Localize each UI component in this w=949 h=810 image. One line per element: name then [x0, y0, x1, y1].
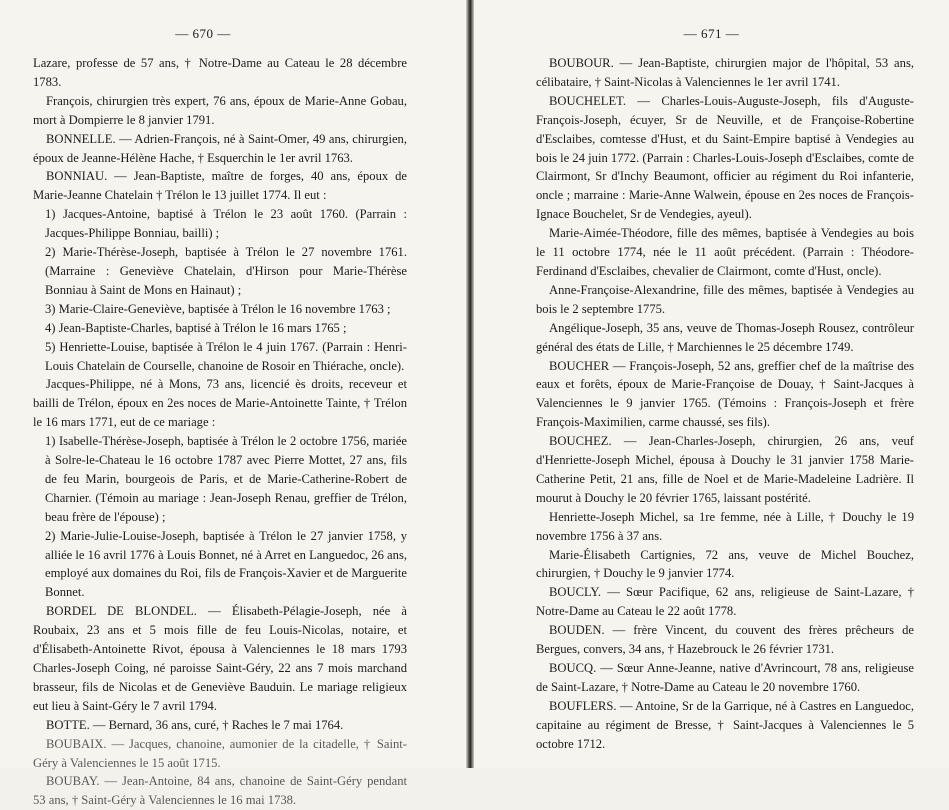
- list-item: 3) Marie-Claire-Geneviève, baptisée à Trélon le 16 novembre 1763 ;: [45, 301, 391, 316]
- paragraph: BOUCHER — François-Joseph, 52 ans, greffier chef de la maîtrise des eaux et forêts, époux de Marie-Françoise de Douay, † Saint-Jacques à Valenciennes le 9 janvier 1765. (Témoins : François-Joseph et frère François-Maximilien, carme chaussé, ses fils).: [536, 358, 914, 430]
- paragraph: Angélique-Joseph, 35 ans, veuve de Thomas-Joseph Rousez, contrôleur général des états de Lille, † Marchiennes le 25 décembre 1749.: [536, 320, 914, 354]
- paragraph: Anne-Françoise-Alexandrine, fille des mêmes, baptisée à Vendegies au bois le 2 septembre 1775.: [536, 282, 914, 316]
- book-gutter: [466, 0, 474, 768]
- paragraph: BONNIAU. — Jean-Baptiste, maître de forges, 40 ans, époux de Marie-Jeanne Chatelain † Trélon le 13 juillet 1774. Il eut :: [33, 169, 407, 203]
- page-number: — 671 —: [683, 26, 740, 41]
- paragraph: BOUCLY. — Sœur Pacifique, 62 ans, religieuse de Saint-Lazare, † Notre-Dame au Cateau le 22 août 1778.: [536, 585, 914, 619]
- paragraph: François, chirurgien très expert, 76 ans, époux de Marie-Anne Gobau, mort à Dompierre le 8 janvier 1791.: [33, 93, 407, 127]
- paragraph: Jacques-Philippe, né à Mons, 73 ans, licencié ès droits, receveur et bailli de Trélon, époux en 2es noces de Marie-Antoinette Tainte, † Trélon le 16 mars 1771, eut de ce mariage :: [33, 377, 407, 430]
- list-item: 2) Marie-Julie-Louise-Joseph, baptisée à Trélon le 27 janvier 1758, y alliée le 16 avril 1776 à Louis Bonnet, né à Arret en Languedoc, 26 ans, employé aux domaines du Roi, fils de François-Xavier et de Marguerite Bonnet.: [45, 528, 407, 600]
- paragraph: Lazare, professe de 57 ans, † Notre-Dame au Cateau le 28 décembre 1783.: [33, 56, 407, 89]
- page-number: — 670 —: [175, 26, 231, 41]
- paragraph: BOUBAY. — Jean-Antoine, 84 ans, chanoine de Saint-Géry pendant 53 ans, † Saint-Géry à Valenciennes le 16 mai 1738.: [33, 774, 407, 808]
- paragraph: BOUCQ. — Sœur Anne-Jeanne, native d'Avrincourt, 78 ans, religieuse de Saint-Lazare, † Notre-Dame au Cateau le 20 novembre 1760.: [536, 661, 914, 694]
- paragraph: BOUFLERS. — Antoine, Sr de la Garrique, né à Castres en Languedoc, capitaine au régiment de Bresse, † Saint-Jacques à Valenciennes le 5 octobre 1712.: [536, 698, 914, 751]
- paragraph: Marie-Aimée-Théodore, fille des mêmes, baptisée à Vendegies au bois le 11 octobre 1774, née le 11 août précédent. (Parrain : Théodore-Ferdinand d'Esclaibes, chevalier de Clairmont, comte d'Hust, oncle).: [536, 226, 914, 278]
- paragraph: BOTTE. — Bernard, 36 ans, curé, † Raches le 7 mai 1764.: [46, 717, 344, 732]
- list-item: 5) Henriette-Louise, baptisée à Trélon le 4 juin 1767. (Parrain : Henri-Louis Chatelain de Courselle, chanoine de Rosoir en Thiérache, oncle).: [45, 339, 407, 373]
- paragraph: BOUBAIX. — Jacques, chanoine, aumonier de la citadelle, † Saint-Géry à Valenciennes le 15 août 1715.: [33, 736, 407, 770]
- paragraph: BOUCHEZ. — Jean-Charles-Joseph, chirurgien, 26 ans, veuf d'Henriette-Joseph Michel, épousa à Douchy le 31 janvier 1758 Marie-Catherine Petit, 21 ans, fille de Noel et de Marie-Madeleine Ladrière. Il mourut à Douchy le 20 février 1765, laissant postérité.: [536, 434, 914, 505]
- list-item: 4) Jean-Baptiste-Charles, baptisé à Trélon le 16 mars 1765 ;: [45, 320, 347, 335]
- paragraph: BOUDEN. — frère Vincent, du couvent des frères prêcheurs de Bergues, convers, 34 ans, † Hazebrouck le 26 février 1731.: [536, 623, 914, 657]
- list-item: 2) Marie-Thérèse-Joseph, baptisée à Trélon le 27 novembre 1761. (Marraine : Geneviève Chatelain, d'Hirson pour Marie-Thérèse Bonniau à Saint de Mons en Hainaut) ;: [45, 245, 407, 297]
- paragraph: BOUCHELET. — Charles-Louis-Auguste-Joseph, fils d'Auguste-François-Joseph, écuyer, Sr de Neuville, et de Françoise-Robertine d'Esclaibes, comtesse d'Hust, et du Saint-Empire baptisé à Vendegies au bois le 24 juin 1772. (Parrain : Charles-Louis-Joseph d'Esclaibes, comte de Clairmont, Sr d'Inchy Beaumont, officier au régiment du Roi infanterie, oncle ; marraine : Marie-Anne Walwein, épouse en 2es noces de François-Ignace Bouchelet, Sr de Vendegies, ayeul).: [536, 93, 914, 222]
- paragraph: BORDEL DE BLONDEL. — Élisabeth-Pélagie-Joseph, née à Roubaix, 23 ans et 5 mois fille de feu Louis-Nicolas, notaire, et d'Élisabeth-Antoinette Rivot, épousa à Valenciennes le 18 mars 1793 Charles-Joseph Coing, né paroisse Saint-Géry, 22 ans 7 mois marchand brasseur, fils de Nicolas et de Geneviève Bauduin. Le mariage religieux eut lieu à Saint-Géry le 7 avril 1794.: [33, 604, 407, 713]
- paragraph: Henriette-Joseph Michel, sa 1re femme, née à Lille, † Douchy le 19 novembre 1756 à 37 ans.: [536, 509, 914, 543]
- page-text: [33, 54, 407, 810]
- page-text: [536, 54, 914, 754]
- paragraph: BOUBOUR. — Jean-Baptiste, chirurgien major de l'hôpital, 53 ans, célibataire, † Saint-Nicolas à Valenciennes le 1er avril 1741.: [536, 56, 914, 89]
- paragraph: Marie-Élisabeth Cartignies, 72 ans, veuve de Michel Bouchez, chirurgien, † Douchy le 9 janvier 1774.: [536, 547, 914, 581]
- left-page: [0, 0, 466, 808]
- list-item: 1) Jacques-Antoine, baptisé à Trélon le 23 août 1760. (Parrain : Jacques-Philippe Bonniau, bailli) ;: [45, 207, 407, 241]
- paragraph: BONNELLE. — Adrien-François, né à Saint-Omer, 49 ans, chirurgien, époux de Jeanne-Hélène Hache, † Esquerchin le 1er avril 1763.: [33, 131, 407, 165]
- right-page: [474, 0, 949, 768]
- list-item: 1) Isabelle-Thérèse-Joseph, baptisée à Trélon le 2 octobre 1756, mariée à Solre-le-Chateau le 16 octobre 1787 avec Pierre Mottet, 27 ans, fils de feu Marin, bourgeois de Paris, et de Marie-Catherine-Robert de Charnier. (Témoin au mariage : Jean-Joseph Renau, greffier de Trélon, beau frère de l'épouse) ;: [45, 434, 407, 524]
